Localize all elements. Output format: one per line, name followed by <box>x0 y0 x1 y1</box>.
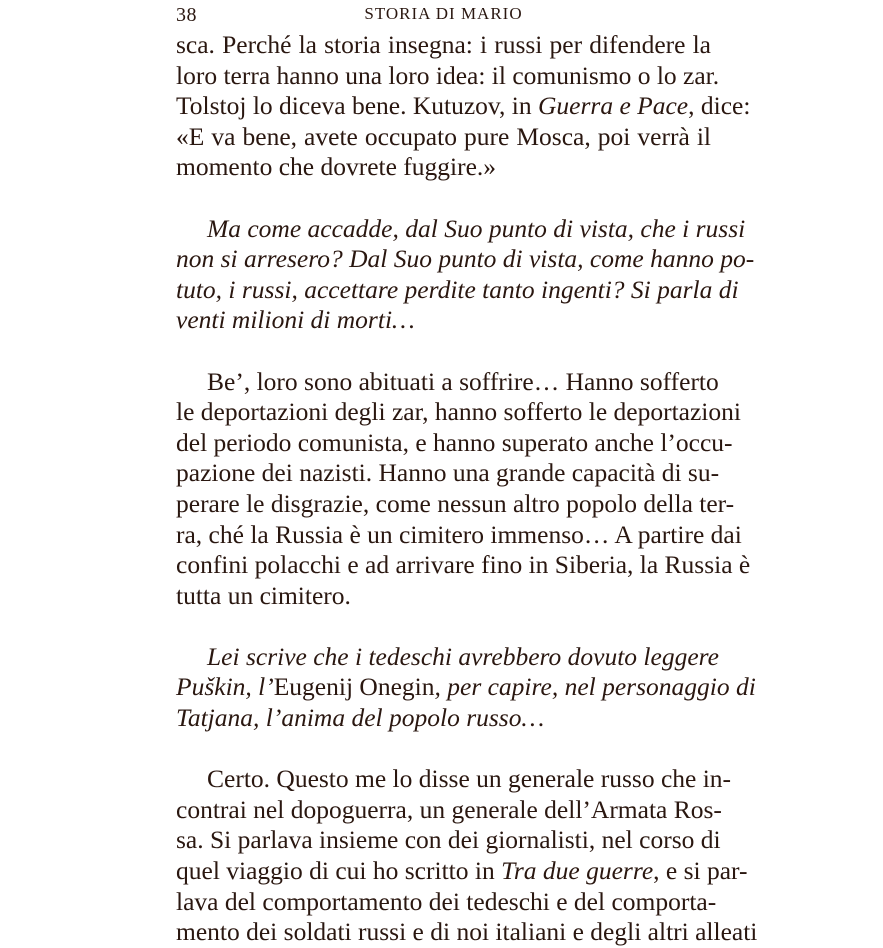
answer-paragraph <box>176 366 751 612</box>
book-title: Guerra e Pace <box>537 91 689 121</box>
text-line: del periodo comunista, e hanno superato anche l’occu- <box>176 427 733 457</box>
text-line: Puškin, l’Eugenij Onegin, per capire, nel personaggio di <box>176 672 756 702</box>
question-paragraph <box>176 213 755 336</box>
text-line: sa. Si parlava insieme con dei giornalisti, nel corso di <box>176 825 721 855</box>
text-line: Tatjana, l’anima del popolo russo… <box>176 703 545 733</box>
running-header <box>176 4 711 28</box>
question-paragraph <box>176 641 756 734</box>
text-line: lava del comportamento dei tedeschi e del comporta- <box>176 886 717 916</box>
book-title: Eugenij Onegin <box>273 672 435 702</box>
text-line: «E va bene, avete occupato pure Mosca, poi verrà il <box>176 121 711 151</box>
text-line: Ma come accadde, dal Suo punto di vista, che i russi <box>207 213 746 243</box>
text-line: tutta un cimitero. <box>176 580 351 610</box>
text-line: confini polacchi e ad arrivare fino in Siberia, la Russia è <box>176 550 751 580</box>
text-line: Certo. Questo me lo disse un generale russo che in- <box>207 764 732 794</box>
text-line: perare le disgrazie, come nessun altro popolo della ter- <box>176 488 735 518</box>
running-title: STORIA DI MARIO <box>364 4 523 23</box>
text-line: loro terra hanno una loro idea: il comunismo o lo zar. <box>176 60 720 90</box>
text-line: non si arresero? Dal Suo punto di vista, come hanno po- <box>176 244 755 274</box>
book-title: Tra due guerre <box>501 856 654 886</box>
text-line: momento che dovrete fuggire.» <box>176 152 497 182</box>
text-line: tuto, i russi, accettare perdite tanto ingenti? Si parla di <box>176 274 739 304</box>
answer-paragraph <box>176 764 758 948</box>
body-text <box>176 30 758 948</box>
text-line: contrai nel dopoguerra, un generale dell’Armata Ros- <box>176 794 722 824</box>
text-line: Be’, loro sono abituati a soffrire… Hanno sofferto <box>207 366 719 396</box>
text-line: quel viaggio di cui ho scritto in Tra due guerre, e si par- <box>176 856 748 886</box>
text-line: pazione dei nazisti. Hanno una grande capacità di su- <box>176 458 720 488</box>
text-line: sca. Perché la storia insegna: i russi per difendere la <box>176 30 711 59</box>
text-line: ra, ché la Russia è un cimitero immenso… A partire dai <box>176 519 742 549</box>
text-line: Lei scrive che i tedeschi avrebbero dovuto leggere <box>207 641 719 671</box>
text-line: venti milioni di morti… <box>176 305 415 335</box>
text-line: le deportazioni degli zar, hanno sofferto le deportazioni <box>176 397 741 427</box>
page-number: 38 <box>176 4 197 26</box>
text-line: Tolstoj lo diceva bene. Kutuzov, in Guerra e Pace, dice: <box>176 91 751 121</box>
answer-paragraph <box>176 30 751 183</box>
text-line: mento dei soldati russi e di noi italiani e degli altri alleati <box>176 917 758 947</box>
